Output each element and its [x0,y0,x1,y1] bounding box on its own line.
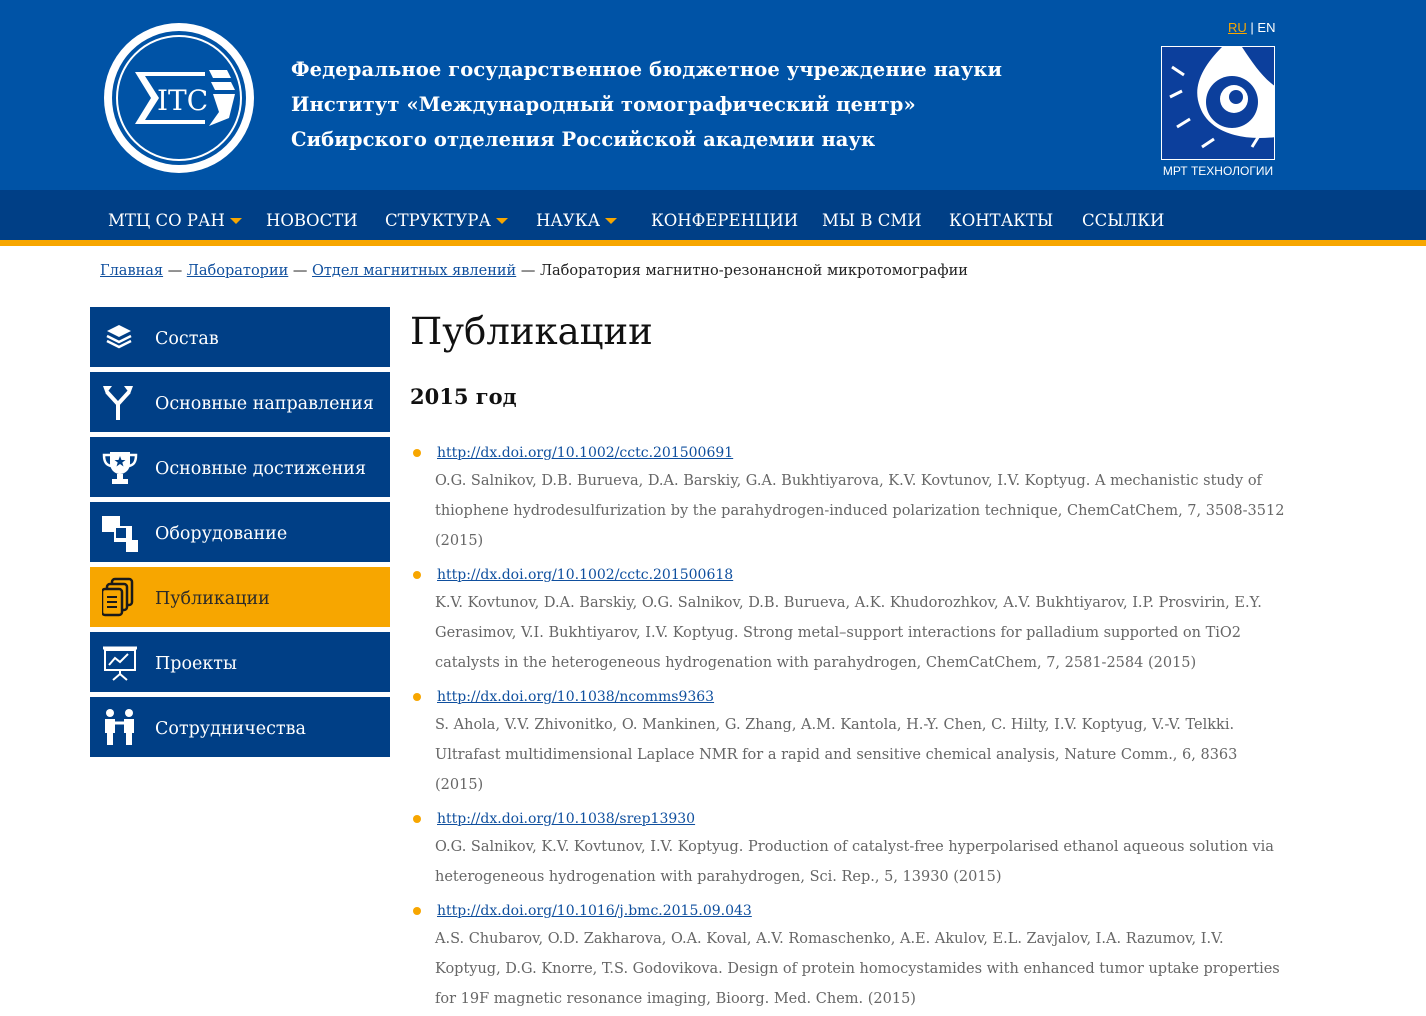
nav-label: МЫ В СМИ [822,211,922,230]
publication-citation: K.V. Kovtunov, D.A. Barskiy, O.G. Salnikov, D.B. Burueva, A.K. Khudorozhkov, A.V. Bukhtiyarov, I.P. Prosvirin, E.Y. Gerasimov, V.I. Bukhtiyarov, I.V. Koptyug. Strong metal–support interactions for palladium supported on TiO2 catalysts in the heterogeneous hydrogenation with parahydrogen, ChemCatChem, 7, 2581-2584 (2015) [435,595,1262,671]
nav-label: НОВОСТИ [266,211,358,230]
institution-line-2: Институт «Международный томографический центр» [291,93,916,116]
mrt-technologies-banner[interactable] [1161,46,1275,160]
doi-link[interactable]: http://dx.doi.org/10.1002/cctc.201500618 [437,567,734,583]
publication-citation: S. Ahola, V.V. Zhivonitko, O. Mankinen, G. Zhang, A.M. Kantola, H.-Y. Chen, C. Hilty, I.V. Koptyug, V.-V. Telkki. Ultrafast multidimensional Laplace NMR for a rapid and sensitive chemical analysis, Nature Comm., 6, 8363 (2015) [435,717,1238,793]
nav-label: КОНФЕРЕНЦИИ [651,211,799,230]
list-item [410,806,1290,892]
nav-label: ССЫЛКИ [1082,211,1165,230]
mri-scan-image [1162,47,1275,160]
nav-label: МТЦ СО РАН [108,211,225,230]
list-item [410,562,1290,678]
equipment-icon [102,512,140,552]
nav-item-structure[interactable] [385,190,508,246]
caret-down-icon [496,218,508,224]
breadcrumb-labs[interactable]: Лаборатории [186,263,289,279]
breadcrumb-sep: — [292,263,308,279]
sidebar-item-label: Основные направления [155,394,374,414]
lang-en-link[interactable]: EN [1257,20,1276,35]
breadcrumb-current: Лаборатория магнитно-резонансной микротомографии [539,263,968,279]
institution-line-1: Федеральное государственное бюджетное учреждение науки [291,58,1003,81]
sidebar-item-equipment[interactable] [90,502,390,562]
publication-list [410,440,1290,1016]
documents-icon [102,577,140,617]
presentation-icon [102,642,140,682]
nav-item-science[interactable] [536,190,617,246]
doi-link[interactable]: http://dx.doi.org/10.1002/cctc.201500691 [437,445,734,461]
nav-label: КОНТАКТЫ [949,211,1054,230]
nav-label: СТРУКТУРА [385,211,491,230]
nav-item-news[interactable] [266,190,358,246]
sidebar-item-label: Состав [155,329,219,349]
doi-link[interactable]: http://dx.doi.org/10.1016/j.bmc.2015.09.043 [437,903,752,919]
lang-ru-link[interactable]: RU [1228,20,1247,35]
sidebar-item-staff[interactable] [90,307,390,367]
list-item [410,898,1290,1014]
publication-citation: O.G. Salnikov, K.V. Kovtunov, I.V. Koptyug. Production of catalyst-free hyperpolarised ethanol aqueous solution via heterogeneous hydrogenation with parahydrogen, Sci. Rep., 5, 13930 (2015) [435,839,1274,885]
doi-link[interactable]: http://dx.doi.org/10.1038/ncomms9363 [437,689,715,705]
bullet-icon [413,693,421,701]
mrt-label[interactable]: МРТ ТЕХНОЛОГИИ [1162,164,1274,178]
doi-link[interactable]: http://dx.doi.org/10.1038/srep13930 [437,811,696,827]
sidebar-item-projects[interactable] [90,632,390,692]
nav-item-links[interactable] [1082,190,1164,246]
trophy-icon [102,447,140,487]
bullet-icon [413,449,421,457]
year-heading: 2015 год [410,384,517,409]
language-switcher [1228,20,1275,35]
page-title: Публикации [410,310,653,353]
sidebar-item-label: Сотрудничества [155,719,306,739]
logo-text: ITC [157,84,209,117]
nav-item-media[interactable] [822,190,922,246]
nav-item-itc[interactable] [108,190,242,246]
site-header [0,0,1426,190]
bullet-icon [413,571,421,579]
layers-icon [102,317,140,357]
breadcrumb [100,263,968,279]
main-nav [0,190,1426,246]
bullet-icon [413,815,421,823]
fork-arrows-icon [102,382,140,422]
sidebar-item-label: Проекты [155,654,237,674]
sidebar-item-achievements[interactable] [90,437,390,497]
nav-item-contacts[interactable] [949,190,1053,246]
sidebar-item-label: Основные достижения [155,459,366,479]
lang-separator: | [1250,20,1254,35]
list-item [410,440,1290,556]
sidebar-item-directions[interactable] [90,372,390,432]
breadcrumb-home[interactable]: Главная [100,263,164,279]
caret-down-icon [230,218,242,224]
sidebar-item-publications[interactable] [90,567,390,627]
caret-down-icon [605,218,617,224]
list-item [410,684,1290,800]
nav-item-conferences[interactable] [651,190,798,246]
sidebar-item-label: Публикации [155,589,270,609]
breadcrumb-sep: — [167,263,183,279]
breadcrumb-department[interactable]: Отдел магнитных явлений [312,263,517,279]
institution-name [291,52,1002,157]
sidebar-item-cooperation[interactable] [90,697,390,757]
publication-citation: A.S. Chubarov, O.D. Zakharova, O.A. Koval, A.V. Romaschenko, A.E. Akulov, E.L. Zavjalov, I.A. Razumov, I.V. Koptyug, D.G. Knorre, T.S. Godovikova. Design of protein homocystamides with enhanced tumor uptake properties for 19F magnetic resonance imaging, Bioorg. Med. Chem. (2015) [435,931,1280,1007]
nav-label: НАУКА [536,211,601,230]
people-icon [102,707,140,747]
sidebar-item-label: Оборудование [155,524,288,544]
itc-logo-icon[interactable] [101,20,257,176]
sidebar-menu [90,307,390,762]
publication-citation: O.G. Salnikov, D.B. Burueva, D.A. Barskiy, G.A. Bukhtiyarova, K.V. Kovtunov, I.V. Koptyug. A mechanistic study of thiophene hydrodesulfurization by the parahydrogen-induced polarization technique, ChemCatChem, 7, 3508-3512 (2015) [435,473,1285,549]
institution-line-3: Сибирского отделения Российской академии наук [291,128,876,151]
breadcrumb-sep: — [520,263,536,279]
bullet-icon [413,907,421,915]
